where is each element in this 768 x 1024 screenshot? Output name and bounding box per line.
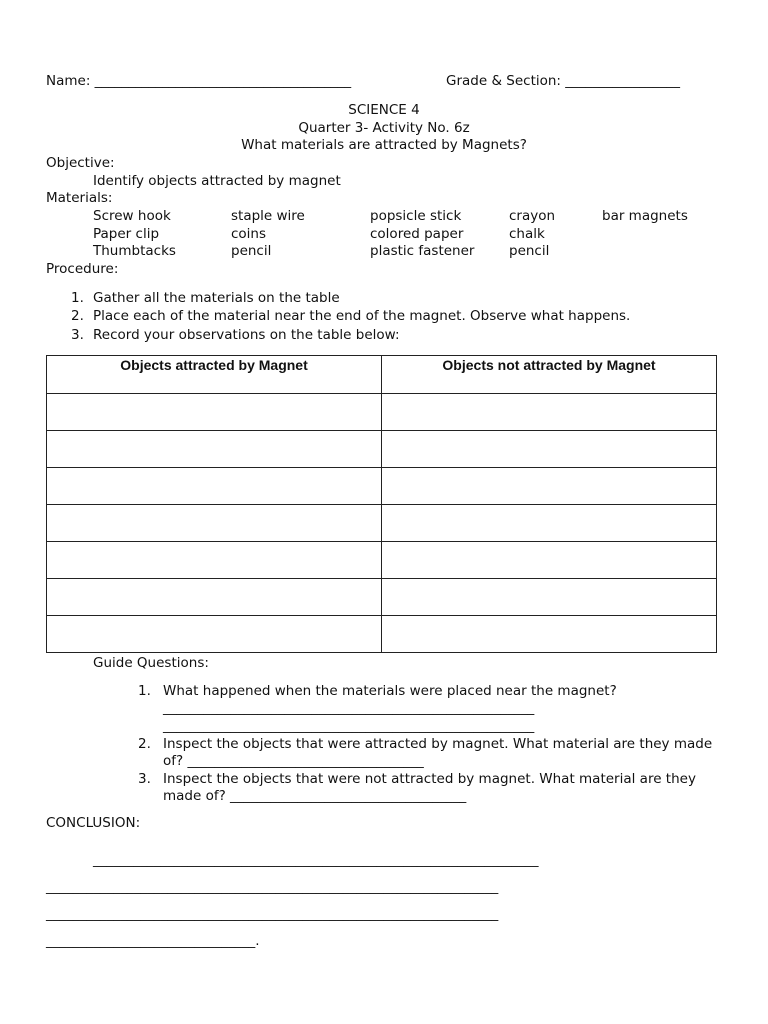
conclusion-line[interactable]: ___________________________________________________________________ (46, 906, 499, 922)
procedure-step: Gather all the materials on the table (93, 290, 340, 306)
table-header-row (47, 356, 717, 394)
conclusion-line[interactable]: _______________________________. (46, 933, 260, 949)
table-row (47, 579, 717, 616)
table-cell-not-attracted[interactable] (382, 468, 717, 505)
subject-title: SCIENCE 4 (348, 102, 420, 118)
table-row (47, 394, 717, 431)
material-item: pencil (231, 243, 272, 259)
table-cell-not-attracted[interactable] (382, 431, 717, 468)
table-cell-attracted[interactable] (47, 616, 382, 653)
table-row (47, 431, 717, 468)
material-item: crayon (509, 208, 556, 224)
procedure-label: Procedure: (46, 261, 119, 277)
materials-label: Materials: (46, 190, 113, 206)
conclusion-label: CONCLUSION: (46, 815, 141, 831)
table-cell-attracted[interactable] (47, 431, 382, 468)
table-row (47, 542, 717, 579)
table-cell-attracted[interactable] (47, 505, 382, 542)
answer-line[interactable]: _______________________________________________________ (163, 700, 535, 716)
table-cell-not-attracted[interactable] (382, 505, 717, 542)
procedure-step-number: 2. (71, 308, 84, 324)
table-cell-not-attracted[interactable] (382, 394, 717, 431)
table-cell-attracted[interactable] (47, 468, 382, 505)
procedure-step-number: 3. (71, 327, 84, 343)
activity-question: What materials are attracted by Magnets? (241, 137, 527, 153)
table-row (47, 505, 717, 542)
question-number: 3. (138, 771, 151, 787)
material-item: chalk (509, 226, 545, 242)
material-item: popsicle stick (370, 208, 462, 224)
material-item: pencil (509, 243, 550, 259)
activity-title: Quarter 3- Activity No. 6z (298, 120, 470, 136)
answer-line[interactable]: _______________________________________________________ (163, 718, 535, 734)
grade-section-field-label: Grade & Section: _________________ (446, 73, 681, 89)
name-field-label: Name: ______________________________________ (46, 73, 352, 89)
guide-question-2: Inspect the objects that were attracted by magnet. What material are they made (163, 736, 713, 752)
guide-question-3-answer[interactable]: made of? ___________________________________ (163, 788, 467, 804)
guide-question-3: Inspect the objects that were not attracted by magnet. What material are they (163, 771, 696, 787)
table-cell-attracted[interactable] (47, 542, 382, 579)
table-cell-attracted[interactable] (47, 394, 382, 431)
header-not-attracted: Objects not attracted by Magnet (382, 356, 717, 394)
material-item: colored paper (370, 226, 464, 242)
table-cell-attracted[interactable] (47, 579, 382, 616)
table-row (47, 616, 717, 653)
table-cell-not-attracted[interactable] (382, 542, 717, 579)
observation-table (46, 355, 717, 653)
material-item: Screw hook (93, 208, 171, 224)
table-cell-not-attracted[interactable] (382, 616, 717, 653)
procedure-step-number: 1. (71, 290, 84, 306)
conclusion-line[interactable]: __________________________________________________________________ (93, 852, 539, 868)
objective-label: Objective: (46, 155, 115, 171)
material-item: staple wire (231, 208, 305, 224)
objective-text: Identify objects attracted by magnet (93, 173, 341, 189)
material-item: Paper clip (93, 226, 160, 242)
material-item: bar magnets (602, 208, 688, 224)
guide-question-1: What happened when the materials were placed near the magnet? (163, 683, 617, 699)
material-item: coins (231, 226, 267, 242)
question-number: 2. (138, 736, 151, 752)
header-attracted: Objects attracted by Magnet (47, 356, 382, 394)
guide-questions-label: Guide Questions: (93, 655, 209, 671)
question-number: 1. (138, 683, 151, 699)
guide-question-2-answer[interactable]: of? ___________________________________ (163, 753, 424, 769)
table-row (47, 468, 717, 505)
material-item: plastic fastener (370, 243, 475, 259)
conclusion-line[interactable]: ___________________________________________________________________ (46, 879, 499, 895)
material-item: Thumbtacks (93, 243, 176, 259)
table-cell-not-attracted[interactable] (382, 579, 717, 616)
procedure-step: Record your observations on the table below: (93, 327, 400, 343)
procedure-step: Place each of the material near the end of the magnet. Observe what happens. (93, 308, 631, 324)
